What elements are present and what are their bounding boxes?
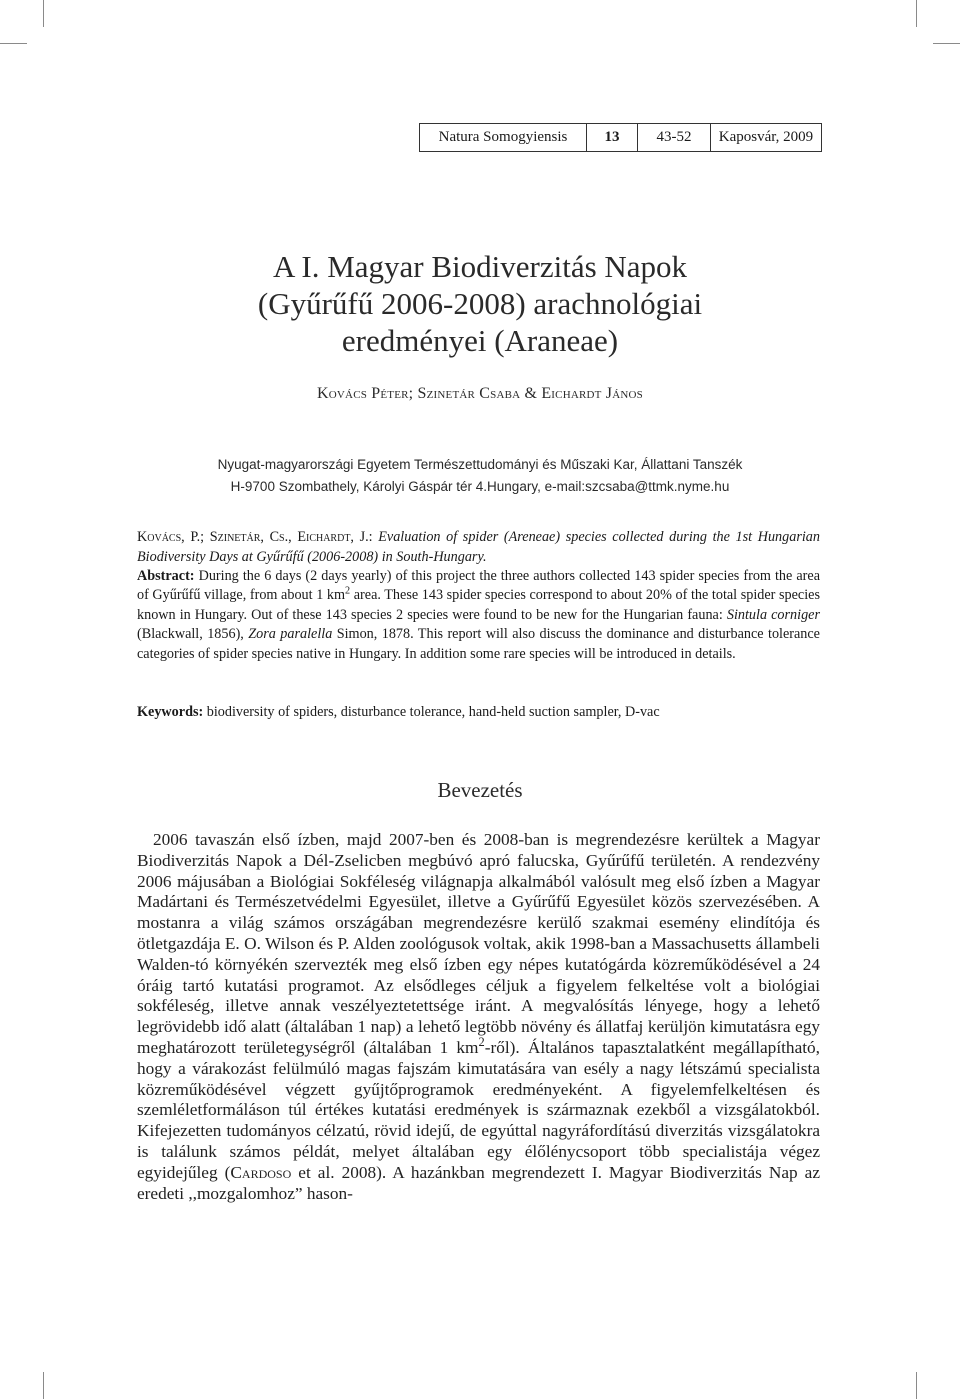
- author-list: [140, 385, 820, 403]
- abstract-text-4: Simon, 1878. This report will also discuss the dominance and disturbance tolerance categories of spider species native in Hungary. In addition some rare species will be introduced in details.: [137, 626, 820, 662]
- crop-mark-bottom-left: [43, 1372, 44, 1399]
- journal-header: [419, 123, 822, 152]
- body-citation: Cardoso: [230, 1162, 292, 1182]
- author-2: Szinetár Csaba: [417, 385, 521, 402]
- affiliation-line-2: H-9700 Szombathely, Károlyi Gáspár tér 4.Hungary, e-mail:szcsaba@ttmk.nyme.hu: [230, 479, 730, 494]
- journal-pages: 43-52: [638, 124, 711, 151]
- journal-name: Natura Somogyiensis: [420, 124, 587, 151]
- keywords: [137, 702, 820, 722]
- crop-mark-top-right: [916, 0, 917, 27]
- journal-place-year: Kaposvár, 2009: [718, 129, 814, 145]
- body-text-1: 2006 tavaszán első ízben, majd 2007-ben és 2008-ban is megrendezésre kerültek a Magyar Biodiverzitás Napok a Dél-Zselicben megbúvó apró falucska, Gyűrűfű területén. A rendezvény 2006 májusában a Biológiai Sokféleség világnapja alkalmából valósult meg első ízben a Magyar Madártani és Természetvédelmi Egyesület, illetve a Gyűrűfű Egyesület közös szervezésében. A mostanra a világ számos országában megrendezésre kerülő szakmai esemény elindítója és ötletgazdája E. O. Wilson és P. Alden zoológusok voltak, akik 1998-ban a Massachusetts állambeli Walden-tó környékén szervezték meg első ízben egy népes kutatógárda közreműködésével a 24 óráig tartó kutatási programot. Az elsődleges céljuk a figyelem felkeltése volt a biológiai sokféleség, illetve annak veszélyeztetettsége iránt. A megvalósítás lényege, hogy a lehető legrövidebb idő alatt (általában 1 nap) a lehető legtöbb növény és állatfaj kerüljön kimutatásra egy meghatározott területegységről (általában 1 km: [137, 830, 820, 1057]
- citation-authors: Kovács, P.; Szinetár, Cs., Eichardt, J.: [137, 529, 369, 545]
- keywords-label: Keywords:: [137, 704, 204, 720]
- abstract-superscript: 2: [345, 585, 351, 597]
- abstract-text-2: area. These 143 spider species correspond to about 20% of the total spider species known in Hungary. Out of these 143 species 2 species were found to be new for the Hungarian fauna:: [137, 587, 820, 623]
- body-superscript: 2: [478, 1035, 485, 1050]
- affiliation: [140, 454, 820, 498]
- author-1: Kovács Péter: [317, 385, 409, 402]
- keywords-text: biodiversity of spiders, disturbance tolerance, hand-held suction sampler, D-vac: [203, 704, 660, 720]
- title-line-3: eredményei (Araneae): [341, 323, 619, 358]
- body-text-3: et al. 2008). A hazánkban megrendezett I. Magyar Biodiverzitás Nap az eredeti ,,mozgalomhoz” hason-: [137, 1162, 821, 1203]
- abstract-species-1: Sintula corniger: [726, 606, 820, 623]
- citation-colon: :: [368, 529, 379, 545]
- title-line-2: (Gyűrűfű 2006-2008) arachnológiai: [257, 286, 703, 321]
- crop-mark-top-right-h: [933, 43, 960, 44]
- citation-title: Evaluation of spider (Areneae) species collected during the 1st Hungarian Biodiversity Days at Gyűrűfű (2006-2008) in South-Hungary.: [137, 529, 820, 565]
- citation: [137, 527, 820, 567]
- author-separator-2: &: [520, 385, 542, 402]
- body-paragraph: [137, 830, 820, 1204]
- body-text-2: -ről). Általános tapasztalatként megállapítható, hogy a várakozást felülmúló magas fajszám kimutatására van esély a nagy létszámú specialista közreműködésével végzett gyűjtőprogramok eredményeként. A figyelemfelkeltésen és szemléletformáláson túl értékes kutatási eredmények is származnak ezekből a vizsgálatokból. Kifejezetten tudományos célzatú, rövid idejű, de egyúttal nagyráfordítású diverzitás vizsgálatokra is találunk számos példát, melyet általában egy élőlénycsoport több specialistája végez egyidejűleg (: [137, 1037, 820, 1182]
- abstract-species-2: Zora paralella: [248, 626, 333, 643]
- abstract-text-3: (Blackwall, 1856),: [137, 626, 249, 643]
- paper-title: [140, 248, 820, 359]
- abstract: [137, 567, 820, 664]
- section-heading: Bevezetés: [437, 778, 523, 802]
- title-line-1: A I. Magyar Biodiverzitás Napok: [272, 249, 688, 284]
- author-separator-1: ;: [408, 385, 418, 402]
- crop-mark-top-left-h: [0, 43, 27, 44]
- journal-volume: 13: [587, 124, 638, 151]
- affiliation-line-1: Nyugat-magyarországi Egyetem Természettudományi és Műszaki Kar, Állattani Tanszék: [217, 457, 743, 472]
- author-3: Eichardt János: [541, 385, 643, 402]
- crop-mark-top-left: [43, 0, 44, 27]
- abstract-label: Abstract:: [137, 568, 195, 584]
- crop-mark-bottom-right: [916, 1372, 917, 1399]
- abstract-text-1: During the 6 days (2 days yearly) of this project the three authors collected 143 spider species from the area of Gyűrűfű village, from about 1 km: [137, 568, 820, 604]
